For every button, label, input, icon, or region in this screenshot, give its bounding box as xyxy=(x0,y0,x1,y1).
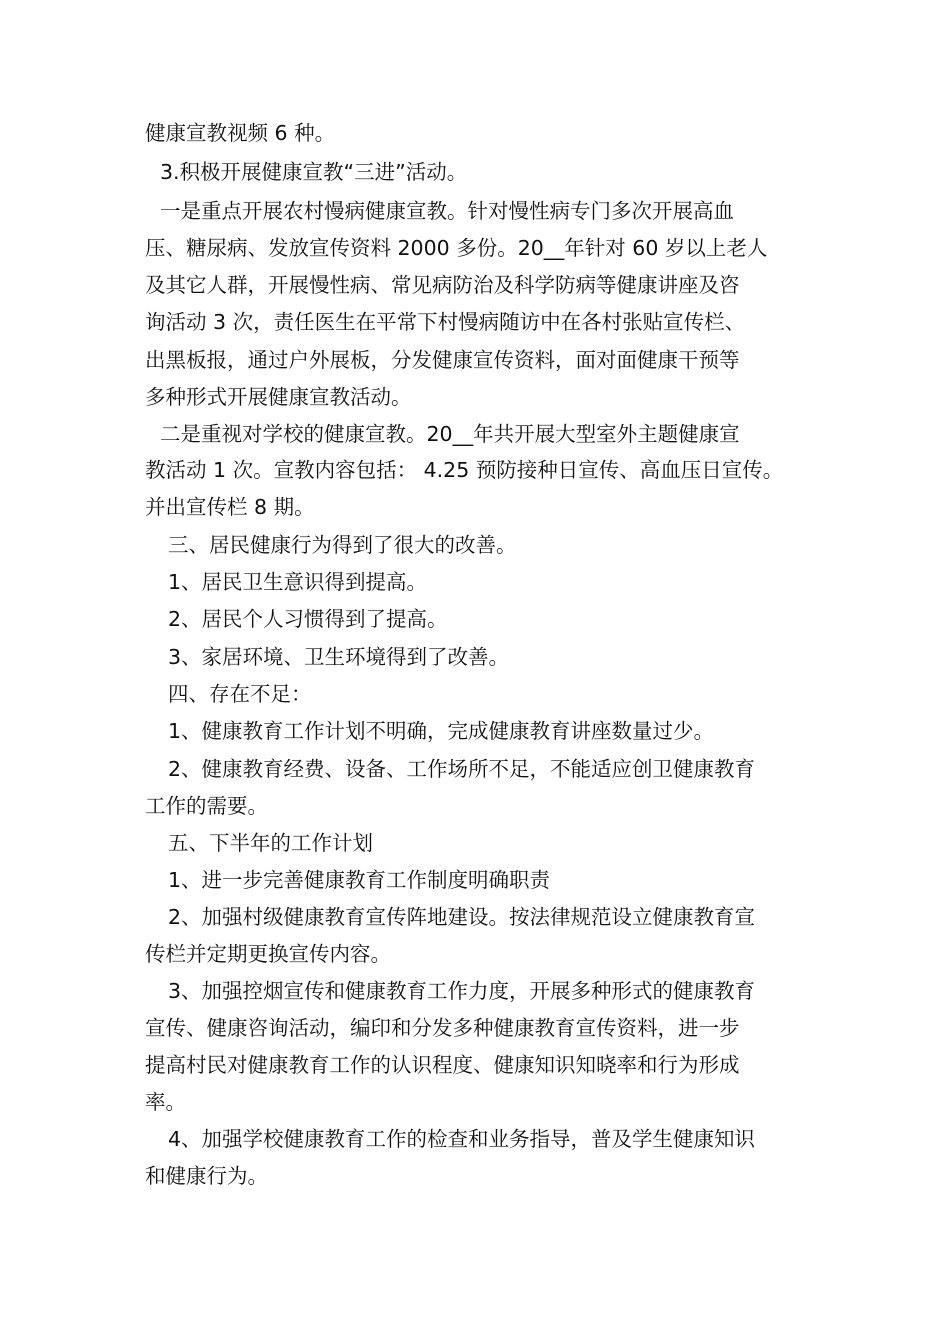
text-line: 率。 xyxy=(145,1090,186,1114)
text-line: 多种形式开展健康宣教活动。 xyxy=(145,385,412,409)
list-item: 2、健康教育经费、设备、工作场所不足，不能适应创卫健康教育 xyxy=(168,757,756,781)
text-line: 并出宣传栏 8 期。 xyxy=(145,495,315,519)
text-line: 宣传、健康咨询活动，编印和分发多种健康教育宣传资料，进一步 xyxy=(145,1016,740,1040)
list-item: 3、加强控烟宣传和健康教育工作力度，开展多种形式的健康教育 xyxy=(168,979,756,1003)
section-heading: 五、下半年的工作计划 xyxy=(168,831,373,855)
text-line: 健康宣教视频 6 种。 xyxy=(145,121,336,145)
list-item: 2、加强村级健康教育宣传阵地建设。按法律规范设立健康教育宣 xyxy=(168,905,756,929)
text-line: 教活动 1 次。宣教内容包括： 4.25 预防接种日宣传、高血压日宣传。 xyxy=(145,458,784,482)
text-line: 出黑板报，通过户外展板，分发健康宣传资料，面对面健康干预等 xyxy=(145,348,740,372)
text-line: 及其它人群，开展慢性病、常见病防治及科学防病等健康讲座及咨 xyxy=(145,273,740,297)
section-heading: 四、存在不足： xyxy=(168,682,312,706)
text-line: 提高村民对健康教育工作的认识程度、健康知识知晓率和行为形成 xyxy=(145,1053,740,1077)
text-line: 压、糖尿病、发放宣传资料 2000 多份。20__年针对 60 岁以上老人 xyxy=(145,236,768,260)
text-line: 一是重点开展农村慢病健康宣教。针对慢性病专门多次开展高血 xyxy=(160,199,734,223)
list-item: 2、居民个人习惯得到了提高。 xyxy=(168,607,448,631)
list-item: 1、健康教育工作计划不明确，完成健康教育讲座数量过少。 xyxy=(168,719,715,743)
section-heading: 3.积极开展健康宣教“三进”活动。 xyxy=(160,160,468,184)
text-line: 和健康行为。 xyxy=(145,1164,268,1188)
list-item: 1、居民卫生意识得到提高。 xyxy=(168,570,428,594)
list-item: 3、家居环境、卫生环境得到了改善。 xyxy=(168,645,510,669)
text-line: 询活动 3 次，责任医生在平常下村慢病随访中在各村张贴宣传栏、 xyxy=(145,310,746,334)
list-item: 4、加强学校健康教育工作的检查和业务指导，普及学生健康知识 xyxy=(168,1127,756,1151)
section-heading: 三、居民健康行为得到了很大的改善。 xyxy=(168,533,517,557)
text-line: 二是重视对学校的健康宣教。20__年共开展大型室外主题健康宣 xyxy=(160,422,740,446)
list-item: 1、进一步完善健康教育工作制度明确职责 xyxy=(168,868,551,892)
text-line: 工作的需要。 xyxy=(145,794,268,818)
text-line: 传栏并定期更换宣传内容。 xyxy=(145,942,391,966)
